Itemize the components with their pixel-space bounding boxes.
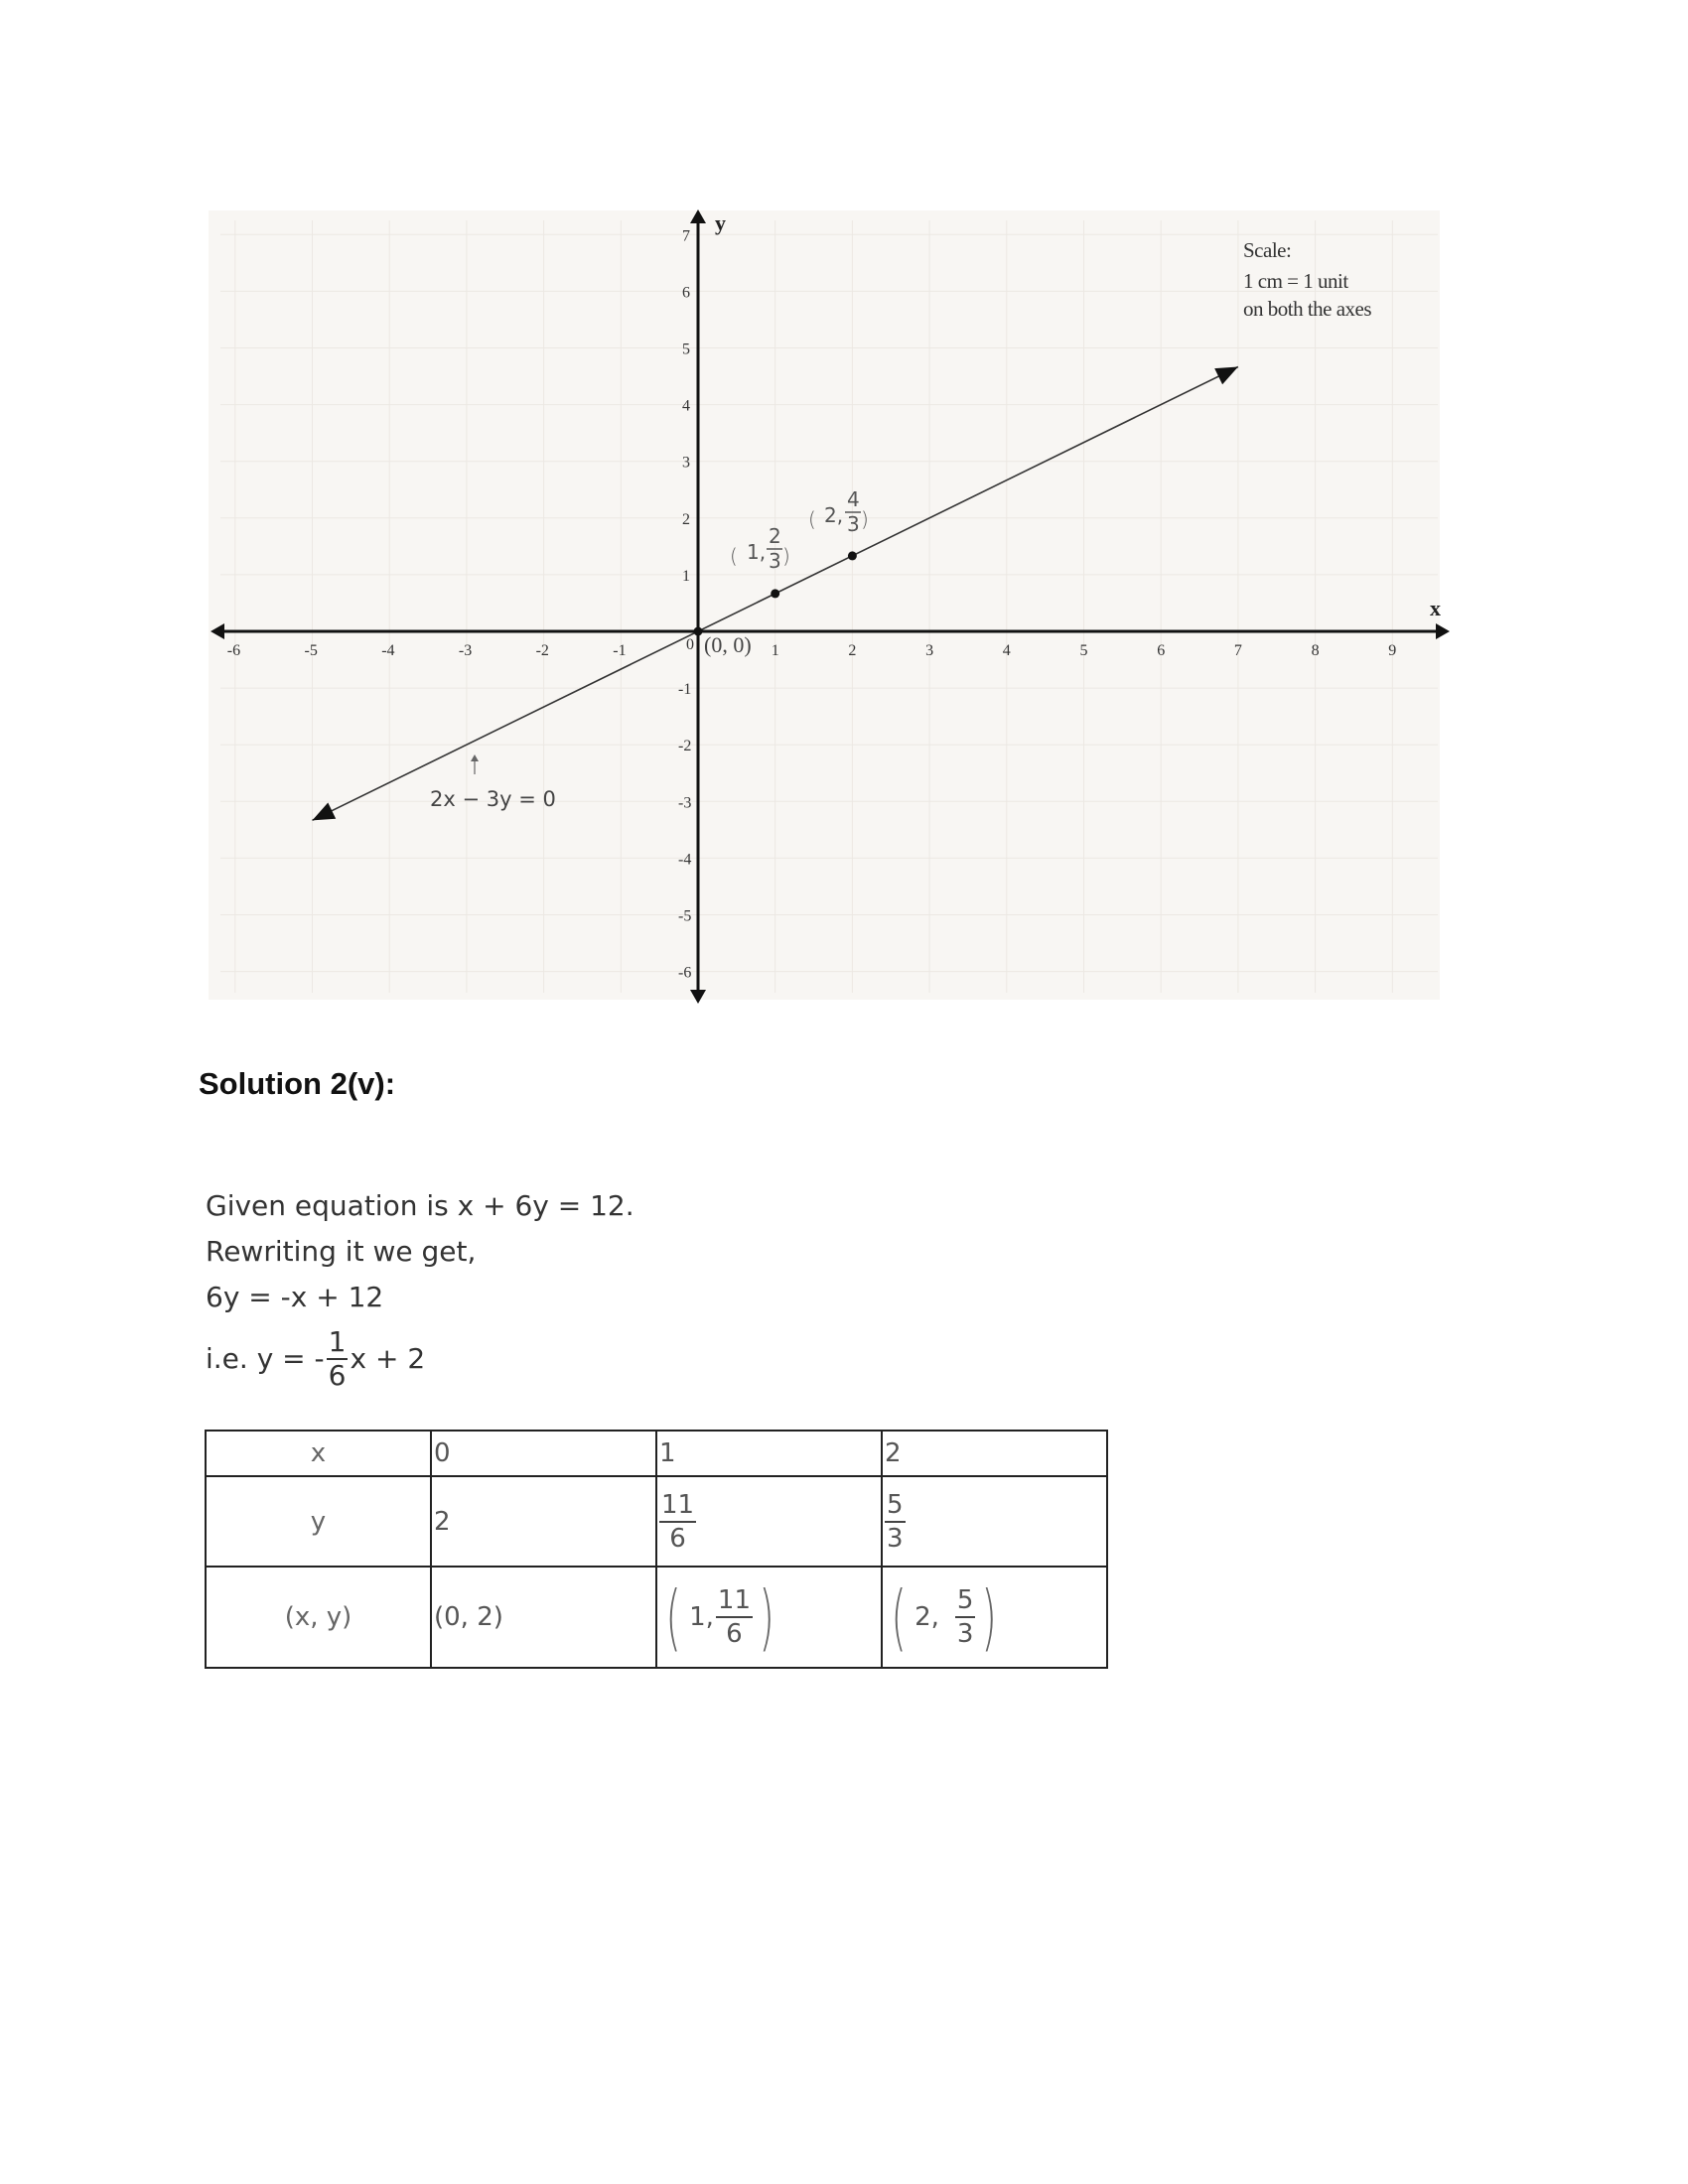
solution-text xyxy=(206,1183,634,1394)
x-tick-label: -2 xyxy=(535,642,549,659)
fraction-denominator: 6 xyxy=(328,1359,347,1392)
fraction-numerator: 5 xyxy=(955,1587,976,1618)
table-cell: (0, 2) xyxy=(431,1567,656,1668)
point-label-1-int: 1, xyxy=(747,540,767,564)
table-cell: 2 xyxy=(882,1431,1107,1476)
y-tick-label: 1 xyxy=(682,567,690,585)
table-row-x xyxy=(206,1431,1107,1476)
scale-line-1: Scale: xyxy=(1243,238,1292,262)
point-label-2-int: 2, xyxy=(824,503,844,527)
coordinate-graph xyxy=(0,0,1688,1042)
paren-close-icon: ) xyxy=(759,1575,774,1659)
point-1-eleven-sixths xyxy=(659,1575,780,1659)
paren-open-icon: ( xyxy=(730,544,738,568)
scale-line-3: on both the axes xyxy=(1243,297,1372,321)
values-table xyxy=(205,1430,1108,1669)
y-tick-label: -6 xyxy=(678,964,692,982)
table-cell xyxy=(882,1476,1107,1567)
x-tick-label: -5 xyxy=(304,642,318,659)
table-row-xy xyxy=(206,1567,1107,1668)
point-label-1-num: 2 xyxy=(769,524,781,548)
point-label-1-den: 3 xyxy=(769,549,781,573)
point-label-2-num: 4 xyxy=(847,487,860,511)
solution-line-3: 6y = -x + 12 xyxy=(206,1281,384,1313)
y-tick-label: -2 xyxy=(678,738,692,755)
fraction-denominator: 3 xyxy=(887,1523,904,1554)
table-cell: 0 xyxy=(431,1431,656,1476)
fraction-numerator: 11 xyxy=(716,1587,753,1618)
graph-panel xyxy=(209,210,1440,1000)
y-tick-label: -3 xyxy=(678,794,692,812)
y-tick-label: -5 xyxy=(678,907,692,925)
y-tick-label: 2 xyxy=(682,510,690,528)
plotted-point xyxy=(694,627,703,636)
point-2-five-thirds xyxy=(885,1575,1004,1659)
x-tick-label: 2 xyxy=(848,642,857,659)
y-tick-label: -4 xyxy=(678,851,692,869)
x-tick-label: -1 xyxy=(613,642,627,659)
table-cell: 1 xyxy=(656,1431,882,1476)
x-tick-label: -4 xyxy=(381,642,395,659)
fraction-denominator: 6 xyxy=(726,1619,743,1649)
plotted-point xyxy=(848,551,857,560)
y-tick-label: 7 xyxy=(682,227,690,245)
x-tick-label: 3 xyxy=(925,642,934,659)
paren-open-icon: ( xyxy=(891,1575,907,1659)
x-tick-label: 5 xyxy=(1079,642,1088,659)
table-row-y xyxy=(206,1476,1107,1567)
fraction-five-thirds xyxy=(885,1489,906,1554)
y-axis-label: y xyxy=(715,210,726,235)
solution-line-2: Rewriting it we get, xyxy=(206,1235,477,1268)
fraction-five-thirds xyxy=(955,1587,976,1647)
paren-open-icon: ( xyxy=(808,507,816,531)
table-cell xyxy=(656,1567,882,1668)
paren-close-icon: ) xyxy=(981,1575,998,1659)
scale-line-2: 1 cm = 1 unit xyxy=(1243,269,1348,293)
x-tick-label: -6 xyxy=(226,642,241,659)
fraction-denominator: 3 xyxy=(956,1619,974,1649)
fraction-one-sixth xyxy=(327,1325,349,1392)
fraction-eleven-sixths xyxy=(716,1587,753,1647)
table-cell xyxy=(656,1476,882,1567)
paren-open-icon: ( xyxy=(665,1575,681,1659)
paren-close-icon: ) xyxy=(861,507,869,531)
table-header-x: x xyxy=(206,1431,431,1476)
solution-line-4 xyxy=(206,1324,634,1394)
fraction-numerator: 5 xyxy=(885,1492,906,1523)
y-tick-label: 4 xyxy=(682,397,690,415)
point-x: 2, xyxy=(914,1602,939,1632)
x-tick-label: 8 xyxy=(1311,642,1320,659)
solution-heading: Solution 2(v): xyxy=(199,1066,396,1101)
fraction-eleven-sixths xyxy=(659,1489,696,1554)
table-header-y: y xyxy=(206,1476,431,1567)
x-axis-label: x xyxy=(1430,596,1441,620)
y-tick-label: 6 xyxy=(682,284,690,302)
x-tick-label: 7 xyxy=(1233,642,1242,659)
paren-close-icon: ) xyxy=(782,544,790,568)
solution-line-4-suffix: x + 2 xyxy=(350,1342,426,1375)
fraction-numerator: 1 xyxy=(328,1325,347,1358)
x-tick-label: 0 xyxy=(686,636,694,653)
point-x: 1, xyxy=(689,1602,714,1632)
point-label-2-den: 3 xyxy=(847,512,860,536)
table-cell: 2 xyxy=(431,1476,656,1567)
x-tick-label: -3 xyxy=(458,642,473,659)
fraction-denominator: 6 xyxy=(669,1523,686,1554)
table-header-xy: (x, y) xyxy=(206,1567,431,1668)
x-tick-label: 1 xyxy=(771,642,779,659)
equation-label: 2x − 3y = 0 xyxy=(430,787,556,811)
solution-line-4-prefix: i.e. y = - xyxy=(206,1342,325,1375)
fraction-numerator: 11 xyxy=(659,1492,696,1523)
x-axis-right-arrow-icon xyxy=(1436,623,1450,639)
y-tick-label: 5 xyxy=(682,341,690,358)
x-tick-label: 9 xyxy=(1388,642,1397,659)
x-tick-label: 4 xyxy=(1002,642,1011,659)
y-tick-label: 3 xyxy=(682,454,690,472)
solution-line-1: Given equation is x + 6y = 12. xyxy=(206,1189,634,1222)
table-cell xyxy=(882,1567,1107,1668)
y-tick-label: -1 xyxy=(678,681,692,699)
plotted-point xyxy=(771,589,779,598)
origin-label: (0, 0) xyxy=(704,632,752,657)
x-tick-label: 6 xyxy=(1157,642,1166,659)
